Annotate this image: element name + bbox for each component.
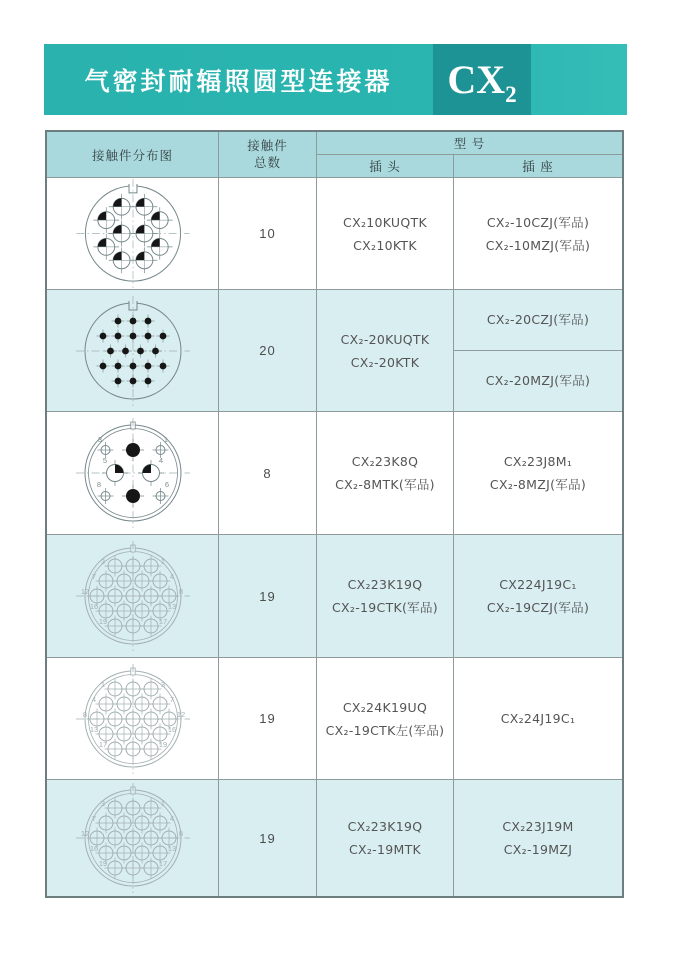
plug-model-cell [317, 535, 454, 658]
series-subscript: 2 [505, 82, 517, 107]
contact-diagram-19-left [47, 658, 219, 780]
svg-text:8: 8 [96, 480, 101, 489]
svg-text:16: 16 [89, 602, 98, 611]
svg-text:13: 13 [89, 724, 98, 734]
svg-text:4: 4 [169, 572, 174, 581]
plug-model-cell [317, 412, 454, 535]
model-text: CX₂23J8M₁ [503, 454, 573, 469]
table-header [47, 132, 622, 178]
model-text: CX₂-20KUQTK [340, 331, 430, 347]
svg-text:19: 19 [98, 617, 107, 626]
svg-text:8: 8 [82, 709, 87, 719]
model-text: CX₂-10CZJ(军品) [486, 214, 590, 230]
contact-count: 19 [219, 658, 317, 780]
model-text: CX₂-20KTK [350, 354, 420, 370]
svg-text:3: 3 [100, 557, 105, 566]
svg-text:12: 12 [80, 829, 89, 838]
svg-text:19: 19 [98, 859, 107, 868]
contact-diagram-10 [47, 178, 219, 290]
svg-text:1: 1 [163, 435, 168, 444]
svg-text:1: 1 [160, 557, 165, 566]
spec-table [45, 130, 624, 898]
svg-text:4: 4 [158, 456, 163, 465]
svg-text:6: 6 [164, 480, 169, 489]
svg-text:1: 1 [160, 799, 165, 808]
model-text: CX₂23K19Q [347, 819, 423, 834]
table-row [47, 412, 622, 535]
model-text: CX₂23K19Q [347, 577, 423, 592]
svg-text:3: 3 [100, 799, 105, 808]
svg-text:5: 5 [102, 456, 107, 465]
socket-model-cell [454, 290, 622, 412]
model-text: CX₂-19MTK [348, 842, 422, 857]
contact-count: 19 [219, 780, 317, 896]
svg-text:16: 16 [167, 724, 176, 734]
model-text: CX₂-20MZJ(军品) [485, 373, 591, 389]
svg-text:7: 7 [169, 694, 174, 704]
svg-text:13: 13 [167, 602, 176, 611]
svg-text:17: 17 [158, 617, 167, 626]
svg-text:3: 3 [160, 679, 165, 689]
socket-model-cell [454, 178, 622, 290]
socket-model-cell [454, 535, 622, 658]
header-count-line1: 接触件 [247, 138, 288, 153]
svg-text:16: 16 [89, 844, 98, 853]
header-banner [44, 44, 627, 115]
plug-model-cell [317, 780, 454, 896]
model-text: CX₂24K19UQ [342, 699, 428, 715]
svg-text:4: 4 [169, 814, 174, 823]
contact-diagram-19 [47, 780, 219, 896]
model-text: CX224J19C₁ [499, 577, 577, 592]
svg-text:8: 8 [178, 587, 183, 596]
model-text: CX₂-20CZJ(军品) [486, 312, 590, 328]
contact-count: 19 [219, 535, 317, 658]
model-text: CX₂-19CZJ(军品) [486, 600, 590, 615]
model-text: CX₂-8MZJ(军品) [489, 477, 587, 492]
table-row [47, 535, 622, 658]
table-row [47, 658, 622, 780]
svg-text:3: 3 [97, 435, 102, 444]
socket-model-cell [454, 412, 622, 535]
plug-model-cell [317, 178, 454, 290]
socket-sub-cell [454, 290, 622, 351]
header-model: 型 号 [317, 132, 622, 155]
model-text: CX₂-8MTK(军品) [335, 477, 435, 492]
model-text: CX₂23K8Q [351, 454, 419, 469]
model-text: CX₂-19MZJ [503, 842, 573, 857]
svg-text:13: 13 [167, 844, 176, 853]
svg-text:8: 8 [178, 829, 183, 838]
header-count-line2: 总数 [253, 155, 281, 170]
series-badge [433, 44, 531, 115]
model-text: CX₂-19CTK(军品) [332, 600, 438, 615]
table-row [47, 178, 622, 290]
model-text: CX₂24J19C₁ [500, 711, 576, 726]
header-plug: 插 头 [317, 155, 454, 178]
svg-text:12: 12 [80, 587, 89, 596]
contact-diagram-20 [47, 290, 219, 412]
contact-diagram-8 [47, 412, 219, 535]
header-socket: 插 座 [454, 155, 622, 178]
table-row [47, 780, 622, 896]
svg-text:4: 4 [91, 694, 96, 704]
socket-model-cell [454, 780, 622, 896]
header-count [219, 132, 317, 178]
contact-count: 8 [219, 412, 317, 535]
socket-sub-cell [454, 351, 622, 412]
plug-model-cell [317, 290, 454, 412]
series-name: CX [447, 56, 506, 102]
header-diagram: 接触件分布图 [47, 132, 219, 178]
page-title: 气密封耐辐照圆型连接器 [84, 67, 393, 96]
svg-text:7: 7 [91, 814, 96, 823]
table-row [47, 290, 622, 412]
model-text: CX₂23J19M [502, 819, 574, 834]
plug-model-cell [317, 658, 454, 780]
model-text: CX₂10KTK [353, 237, 417, 253]
contact-diagram-19 [47, 535, 219, 658]
contact-count: 20 [219, 290, 317, 412]
svg-text:12: 12 [176, 709, 185, 719]
svg-text:7: 7 [91, 572, 96, 581]
contact-count: 10 [219, 178, 317, 290]
model-text: CX₂-19CTK左(军品) [325, 722, 445, 738]
model-text: CX₂-10MZJ(军品) [485, 237, 591, 253]
svg-text:19: 19 [158, 739, 167, 749]
model-text: CX₂10KUQTK [343, 214, 427, 230]
svg-text:17: 17 [98, 739, 107, 749]
svg-text:1: 1 [100, 679, 105, 689]
socket-model-cell [454, 658, 622, 780]
svg-text:17: 17 [158, 859, 167, 868]
